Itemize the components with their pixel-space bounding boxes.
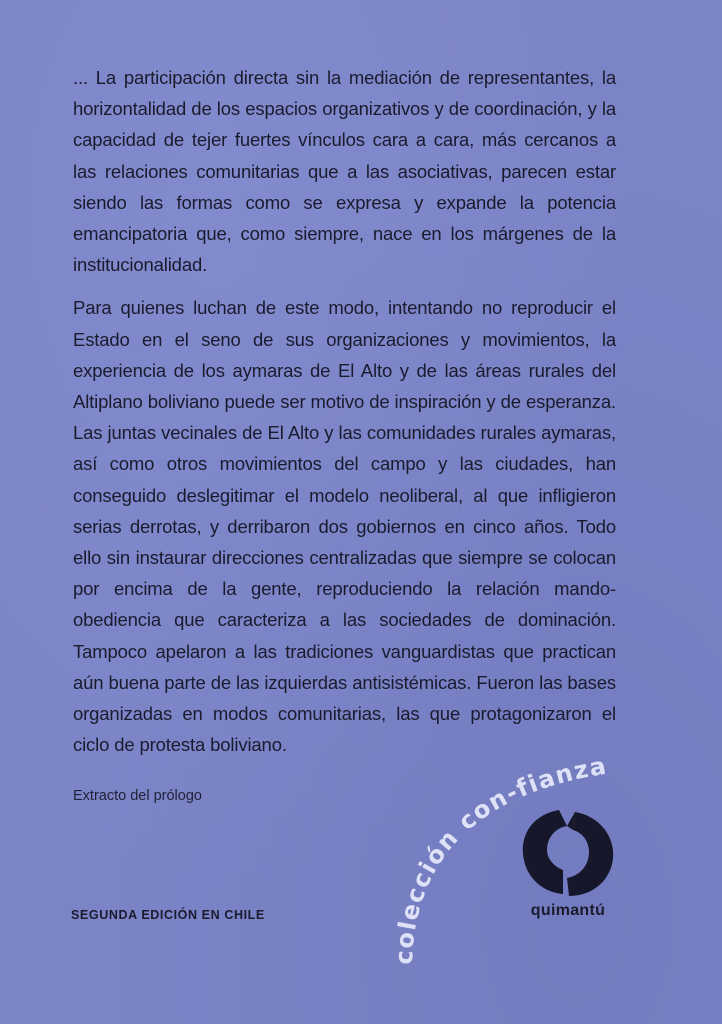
publisher-name: quimantú [530, 902, 606, 919]
quimantu-logo-icon [519, 806, 617, 898]
edition-label: SEGUNDA EDICIÓN EN CHILE [71, 908, 265, 922]
excerpt-text [73, 62, 616, 772]
excerpt-paragraph: Para quienes luchan de este modo, intentando no reproducir el Estado en el seno de sus organizaciones y movimientos, la experiencia de los aymaras de El Alto y de las áreas rurales del Altiplano boliviano puede ser motivo de inspiración y de esperanza. Las juntas vecinales de El Alto y las comunidades rurales aymaras, así como otros movimientos del campo y las ciudades, han conseguido deslegitimar el modelo neoliberal, al que infligieron serias derrotas, y derribaron dos gobiernos en cinco años. Todo ello sin instaurar direcciones centralizadas que siempre se colocan por encima de la gente, reproduciendo la relación mando-obediencia que caracteriza a las sociedades de dominación. Tampoco apelaron a las tradiciones vanguardistas que practican aún buena parte de las izquierdas antisistémicas. Fueron las bases organizadas en modos comunitarias, las que protagonizaron el ciclo de protesta boliviano. [73, 297, 616, 756]
source-note: Extracto del prólogo [73, 788, 202, 804]
excerpt-paragraph: ... La participación directa sin la mediación de representantes, la horizontalidad de los espacios organizativos y de coordinación, y la capacidad de tejer fuertes vínculos cara a cara, más cercanos a las relaciones comunitarias que a las asociativas, parecen estar siendo las formas como se expresa y expande la potencia emancipatoria que, como siempre, nace en los márgenes de la institucionalidad. [73, 67, 616, 276]
series-name-path: colección con-fianza [389, 751, 610, 966]
